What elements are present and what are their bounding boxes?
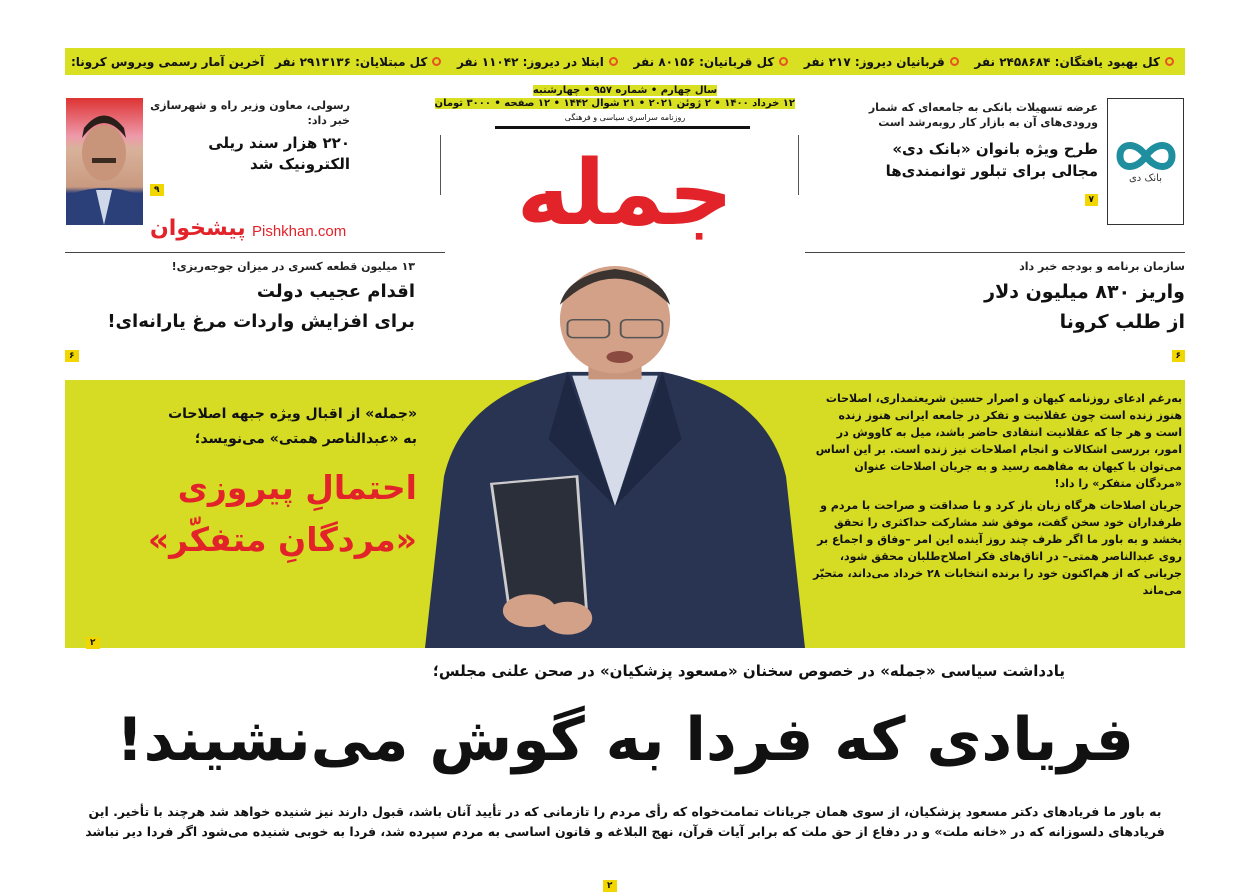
paragraph: به‌رغم ادعای روزنامه کیهان و اصرار حسین شریعتمداری، اصلاحات هنوز زنده است چون عقلانیت و تفکر در جامعه ایرانی هنوز زنده است و هر جا که عقلانیت انتقادی حاضر باشد، میل به کاووش در امور، بررسی اشکالات و انجام اصلاحات نیز زنده است. بر این اساس می‌توان با کیهان به مفاهمه رسید و به جریان اصلاحات عنوان «مردگان متفکر» را داد! <box>815 392 1182 490</box>
bank-dey-logo[interactable] <box>1107 98 1184 225</box>
story-headline-2: از طلب کرونا <box>1059 311 1185 333</box>
feature-headline-1: احتمالِ پیروزی <box>177 468 417 507</box>
page-ref: ۲ <box>603 880 617 892</box>
ticker-item: کل بهبود یافتگان: ۲۴۵۸۶۸۴ نفر <box>974 54 1160 69</box>
ticker-item: کل مبتلایان: ۲۹۱۳۱۳۶ نفر <box>274 54 428 69</box>
divider <box>798 135 799 195</box>
story-kicker: سازمان برنامه و بودجه خبر داد <box>1019 260 1185 273</box>
page-ref: ۷ <box>1085 194 1099 206</box>
divider <box>440 135 441 195</box>
divider <box>805 252 1185 253</box>
paragraph: جریان اصلاحات هرگاه زبان باز کرد و با صداقت و صراحت با مردم و طرفداران خود سخن گفت، موفق شد مشارکت حداکثری را تحقق بخشد و به باور ما اگر ظرف چند روز آینده این امر –وفاق و اجماع بر روی عبدالناصر همتی– در اتاق‌های فکر اصلاح‌طلبان محقق شود، جریانی که از هم‌اکنون خود را برنده انتخابات ۲۸ خرداد می‌داند، متحیّر می‌ماند <box>813 499 1182 597</box>
lead-body[interactable]: به باور ما فریادهای دکتر مسعود پزشکیان، از سوی همان جریانات تمامت‌خواه که رأی مردم را تازمانی که در تأیید آنان باشد، قبول دارند نیز شنیده خواهد شد هرچند با تأخیر. این فریادهای دلسوزانه که در «خانه ملت» و در دفاع از حق ملت که برابر آیات قرآن، نهج البلاغه و قانون اساسی به مردم سپرده شد، فردا به خوبی شنیده می‌شود اگر فردا دیر نباشد <box>85 804 1165 839</box>
issue-line-1: سال چهارم • شماره ۹۵۷ • چهارشنبه <box>532 85 718 96</box>
lead-headline[interactable]: فریادی که فردا به گوش می‌نشیند! <box>116 705 1134 775</box>
feature-right-text[interactable] <box>810 390 1182 599</box>
story-headline-2: الکترونیک شد <box>249 155 350 173</box>
story-headline-1: واریز ۸۳۰ میلیون دلار <box>984 281 1185 303</box>
feature-kicker-1: «جمله» از اقبال ویژه جبهه اصلاحات <box>168 406 417 422</box>
pishkhan-watermark: پیشخوان <box>150 216 246 241</box>
issue-line-2: ۱۲ خرداد ۱۴۰۰ • ۲ ژوئن ۲۰۲۱ • ۲۱ شوال ۱۴۴۲ • ۱۲ صفحه • ۳۰۰۰ تومان <box>434 98 795 109</box>
ticker-item: قربانیان دیروز: ۲۱۷ نفر <box>803 54 945 69</box>
bank-ad-kicker: عرضه تسهیلات بانکی به جامعه‌ای که شمار ورودی‌های آن به بازار کار روبه‌رشد است <box>868 101 1098 129</box>
story-kicker: ۱۳ میلیون قطعه کسری در میزان جوجه‌ریزی! <box>171 260 415 273</box>
feature-headline-2: «مردگانِ متفکّر» <box>147 520 417 559</box>
bank-ad-headline-1: طرح ویژه بانوان «بانک دی» <box>892 140 1098 158</box>
right-mid-story[interactable] <box>840 260 1185 362</box>
story-kicker: رسولی، معاون وزیر راه و شهرسازی <box>150 99 350 112</box>
ticker-item: ابتلا در دیروز: ۱۱۰۴۲ نفر <box>456 54 604 69</box>
pishkhan-url[interactable]: Pishkhan.com <box>252 223 347 240</box>
masthead-logo: جمله <box>516 141 734 246</box>
story-headline-2: برای افزایش واردات مرغ یارانه‌ای! <box>107 311 415 332</box>
covid-stats-ticker <box>65 48 1185 75</box>
page-ref: ۶ <box>65 350 79 362</box>
left-top-story[interactable] <box>150 98 350 196</box>
bullet-icon <box>609 57 618 66</box>
page-ref: ۲ <box>86 637 100 649</box>
story-kicker: خبر داد: <box>307 114 350 127</box>
issue-info <box>434 84 795 110</box>
bullet-icon <box>1165 57 1174 66</box>
page-ref: ۹ <box>150 184 164 196</box>
bank-ad-story[interactable] <box>850 100 1098 206</box>
bank-logo-icon <box>1116 139 1176 173</box>
feature-left[interactable] <box>72 402 417 566</box>
bullet-icon <box>950 57 959 66</box>
left-mid-story[interactable] <box>65 260 415 362</box>
bullet-icon <box>432 57 441 66</box>
bullet-icon <box>779 57 788 66</box>
story-headline-1: اقدام عجیب دولت <box>256 281 415 302</box>
masthead-tagline: روزنامه سراسری سیاسی و فرهنگی <box>564 113 686 122</box>
ticker-item: کل قربانیان: ۸۰۱۵۶ نفر <box>633 54 775 69</box>
official-photo <box>66 98 143 225</box>
feature-kicker-2: به «عبدالناصر همتی» می‌نویسد؛ <box>194 431 417 447</box>
story-headline-1: ۲۲۰ هزار سند ریلی <box>208 134 350 152</box>
bank-ad-headline-2: مجالی برای تبلور توانمندی‌ها <box>885 162 1098 180</box>
page-ref: ۶ <box>1172 350 1186 362</box>
hemmati-photo <box>425 260 805 648</box>
ticker-title: آخرین آمار رسمی ویروس کرونا: <box>71 54 265 69</box>
masthead-rule <box>495 126 750 129</box>
bank-logo-text: بانک دی <box>1128 173 1163 184</box>
divider <box>65 252 445 253</box>
lead-kicker: یادداشت سیاسی «جمله» در خصوص سخنان «مسعود پزشکیان» در صحن علنی مجلس؛ <box>432 662 1065 680</box>
